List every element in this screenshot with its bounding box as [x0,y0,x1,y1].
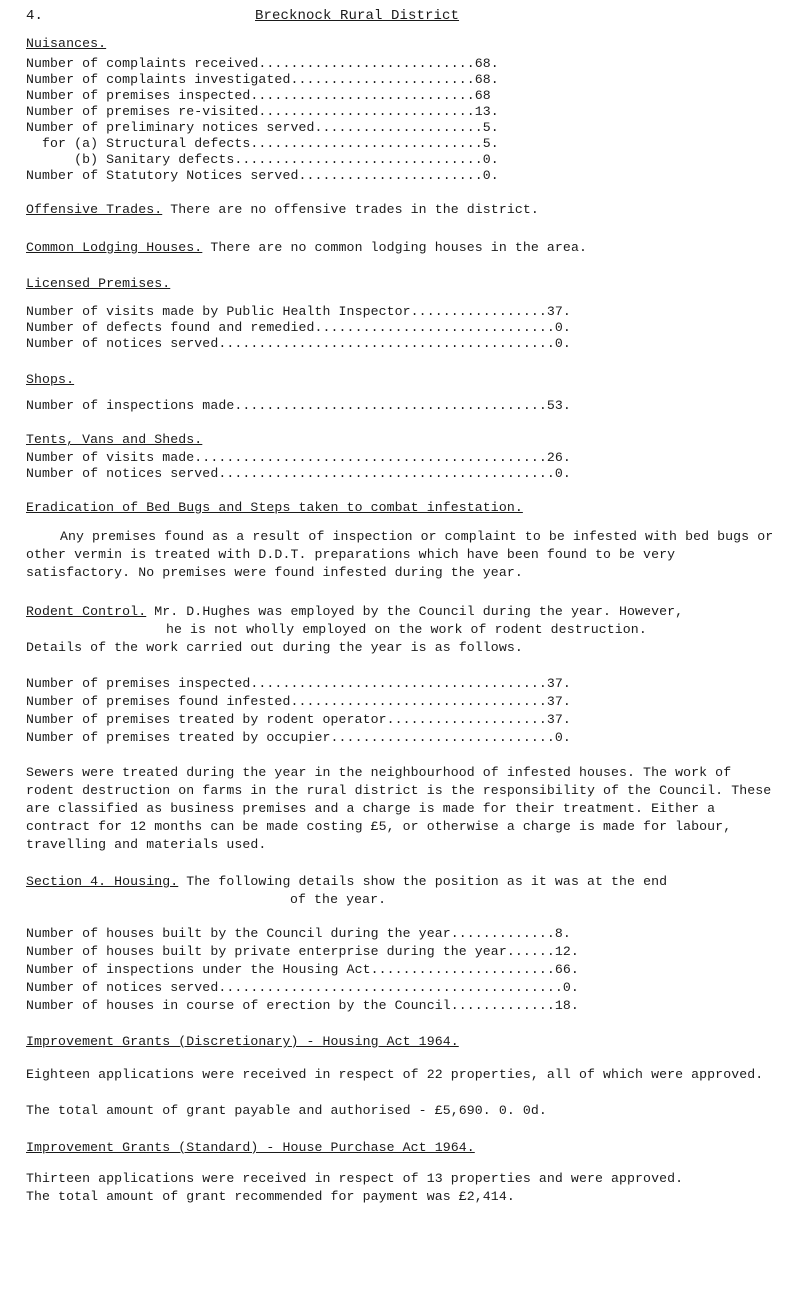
housing-text-2: of the year. [290,892,387,907]
nuisances-line: for (a) Structural defects.............................5. [26,136,499,151]
licensed-line: Number of defects found and remedied..............................0. [26,320,571,335]
bed-bugs-heading: Eradication of Bed Bugs and Steps taken to combat infestation. [26,500,523,515]
housing-line: Number of notices served...........................................0. [26,980,579,995]
rodent-text-2: he is not wholly employed on the work of rodent destruction. [166,622,647,637]
discretionary-text-1: Eighteen applications were received in respect of 22 properties, all of which were approved. [26,1067,764,1082]
rodent-heading: Rodent Control. [26,604,147,619]
nuisances-line: Number of preliminary notices served.....................5. [26,120,499,135]
rodent-line: Number of premises treated by rodent operator....................37. [26,712,571,727]
common-lodging-text: There are no common lodging houses in the area. [202,240,587,255]
nuisances-heading: Nuisances. [26,36,107,51]
district-title: Brecknock Rural District [255,8,460,24]
bed-bugs-paragraph: Any premises found as a result of inspection or complaint to be infested with bed bugs or other vermin is treated with D.D.T. preparations which have been found to be very satisfactory. No premises were found infested during the year. [26,529,774,580]
housing-line: Number of houses in course of erection by the Council.............18. [26,998,579,1013]
page-number: 4. [26,8,44,24]
housing-heading: Section 4. Housing. [26,874,179,889]
standard-text-2: The total amount of grant recommended for payment was £2,414. [26,1189,515,1204]
discretionary-heading: Improvement Grants (Discretionary) - Housing Act 1964. [26,1034,459,1049]
standard-heading: Improvement Grants (Standard) - House Purchase Act 1964. [26,1140,475,1155]
licensed-premises-heading: Licensed Premises. [26,276,171,291]
tents-heading: Tents, Vans and Sheds. [26,432,203,447]
common-lodging-heading: Common Lodging Houses. [26,240,203,255]
tents-line: Number of visits made............................................26. [26,450,571,465]
nuisances-line: Number of premises inspected............................68 [26,88,491,103]
offensive-trades-heading: Offensive Trades. [26,202,163,217]
housing-line: Number of houses built by private enterprise during the year......12. [26,944,579,959]
tents-line: Number of notices served..........................................0. [26,466,571,481]
housing-text-1: The following details show the position as it was at the end [178,874,668,889]
rodent-line: Number of premises inspected.....................................37. [26,676,571,691]
discretionary-text-2: The total amount of grant payable and authorised - £5,690. 0. 0d. [26,1103,547,1118]
rodent-line: Number of premises found infested................................37. [26,694,571,709]
nuisances-line: Number of complaints received...........................68. [26,56,499,71]
nuisances-line: Number of Statutory Notices served.......................0. [26,168,499,183]
nuisances-line: Number of complaints investigated.......................68. [26,72,499,87]
rodent-line: Number of premises treated by occupier............................0. [26,730,571,745]
offensive-trades-text: There are no offensive trades in the district. [162,202,539,217]
rodent-text-3: Details of the work carried out during the year is as follows. [26,640,523,655]
nuisances-line: Number of premises re-visited...........................13. [26,104,499,119]
standard-text-1: Thirteen applications were received in respect of 13 properties and were approved. [26,1171,684,1186]
licensed-line: Number of visits made by Public Health Inspector.................37. [26,304,571,319]
nuisances-line: (b) Sanitary defects...............................0. [26,152,499,167]
housing-intro [26,874,667,890]
rodent-text-1: Mr. D.Hughes was employed by the Council during the year. However, [146,604,684,619]
common-lodging [26,240,587,256]
housing-line: Number of houses built by the Council during the year.............8. [26,926,571,941]
sewers-paragraph: Sewers were treated during the year in the neighbourhood of infested houses. The work of rodent destruction on farms in the rural district is the responsibility of the Council. These are classified as business premises and a charge is made for their treatment. Either a contract for 12 months can be made costing £5, or otherwise a charge is made for labour, travelling and materials used. [26,765,772,852]
housing-line: Number of inspections under the Housing Act.......................66. [26,962,579,977]
shops-heading: Shops. [26,372,75,387]
offensive-trades [26,202,539,218]
licensed-line: Number of notices served..........................................0. [26,336,571,351]
rodent-intro [26,604,683,620]
shops-line: Number of inspections made.......................................53. [26,398,571,413]
